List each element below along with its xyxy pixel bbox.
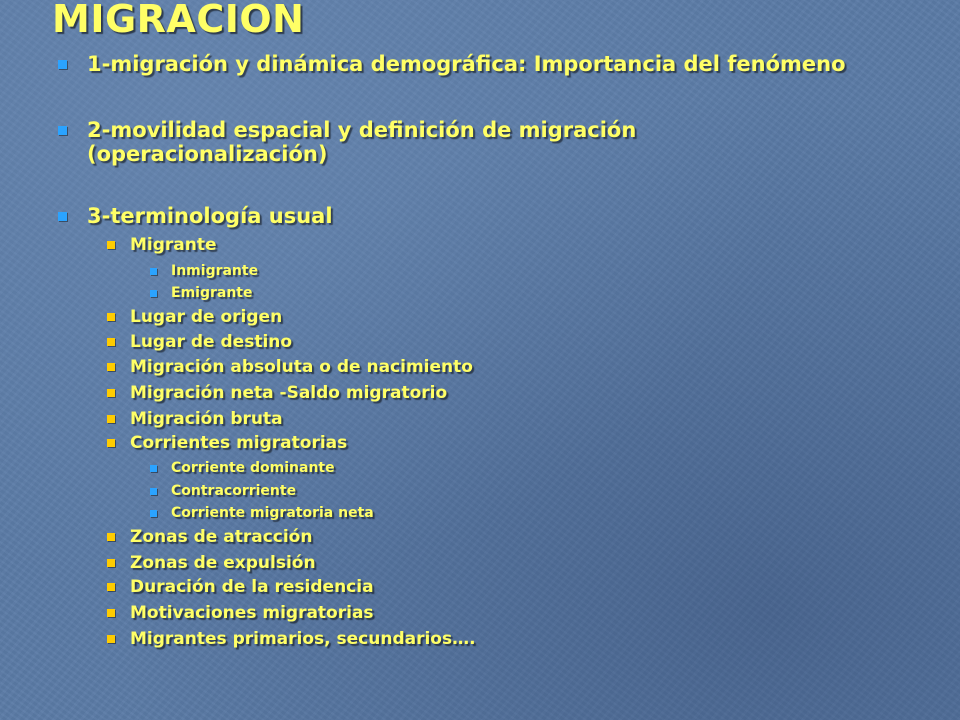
item-text: Migración absoluta o de nacimiento [130, 357, 473, 377]
square-bullet-icon [107, 415, 115, 423]
bullet-item-continuation [87, 142, 327, 166]
item-text: 1-migración y dinámica demográfica: Importancia del fenómeno [87, 52, 846, 76]
list-item-migrante [130, 234, 217, 256]
bullet-item-migracion-dinamica [87, 52, 846, 76]
item-text: Lugar de destino [130, 332, 293, 352]
list-item-motivaciones [130, 602, 374, 624]
square-bullet-icon [150, 465, 157, 472]
list-item-migracion-neta [130, 382, 447, 404]
item-text: Migración bruta [130, 409, 283, 429]
list-item-migracion-absoluta [130, 356, 473, 378]
square-bullet-icon [107, 313, 115, 321]
item-text: (operacionalización) [87, 142, 328, 166]
square-bullet-icon [150, 268, 157, 275]
list-item-migrantes-primarios [130, 628, 476, 650]
slide-title: MIGRACION [52, 0, 305, 41]
item-text: Corriente dominante [171, 460, 335, 476]
list-item-corriente-neta [171, 504, 374, 522]
item-text: Corriente migratoria neta [171, 505, 374, 521]
list-item-lugar-destino [130, 331, 292, 353]
square-bullet-icon [107, 559, 115, 567]
square-bullet-icon [107, 338, 115, 346]
item-text: Motivaciones migratorias [130, 603, 374, 623]
item-text: 3-terminología usual [87, 204, 333, 228]
list-item-emigrante [171, 284, 252, 302]
list-item-contracorriente [171, 482, 296, 500]
square-bullet-icon [150, 488, 157, 495]
square-bullet-icon [107, 609, 115, 617]
item-text: Migrantes primarios, secundarios…. [130, 629, 476, 649]
square-bullet-icon [107, 241, 115, 249]
list-item-zonas-expulsion [130, 552, 316, 574]
item-text: Corrientes migratorias [130, 433, 348, 453]
item-text: Duración de la residencia [130, 577, 374, 597]
list-item-lugar-origen [130, 306, 282, 328]
square-bullet-icon [58, 126, 67, 135]
bullet-item-terminologia [87, 204, 333, 228]
square-bullet-icon [150, 290, 157, 297]
list-item-migracion-bruta [130, 408, 283, 430]
item-text: Emigrante [171, 285, 253, 301]
square-bullet-icon [107, 583, 115, 591]
item-text: Zonas de expulsión [130, 553, 316, 573]
square-bullet-icon [107, 439, 115, 447]
bullet-item-movilidad-espacial [87, 118, 636, 142]
square-bullet-icon [107, 363, 115, 371]
square-bullet-icon [58, 60, 67, 69]
item-text: Contracorriente [171, 483, 297, 499]
square-bullet-icon [150, 510, 157, 517]
item-text: Inmigrante [171, 263, 259, 279]
item-text: 2-movilidad espacial y definición de migración [87, 118, 637, 142]
list-item-corriente-dominante [171, 459, 335, 477]
square-bullet-icon [107, 533, 115, 541]
list-item-inmigrante [171, 262, 258, 280]
list-item-duracion [130, 576, 374, 598]
list-item-zonas-atraccion [130, 526, 312, 548]
square-bullet-icon [107, 635, 115, 643]
list-item-corrientes [130, 432, 347, 454]
square-bullet-icon [58, 212, 67, 221]
square-bullet-icon [107, 389, 115, 397]
item-text: Migrante [130, 235, 217, 255]
item-text: Zonas de atracción [130, 527, 313, 547]
item-text: Lugar de origen [130, 307, 283, 327]
item-text: Migración neta -Saldo migratorio [130, 383, 448, 403]
